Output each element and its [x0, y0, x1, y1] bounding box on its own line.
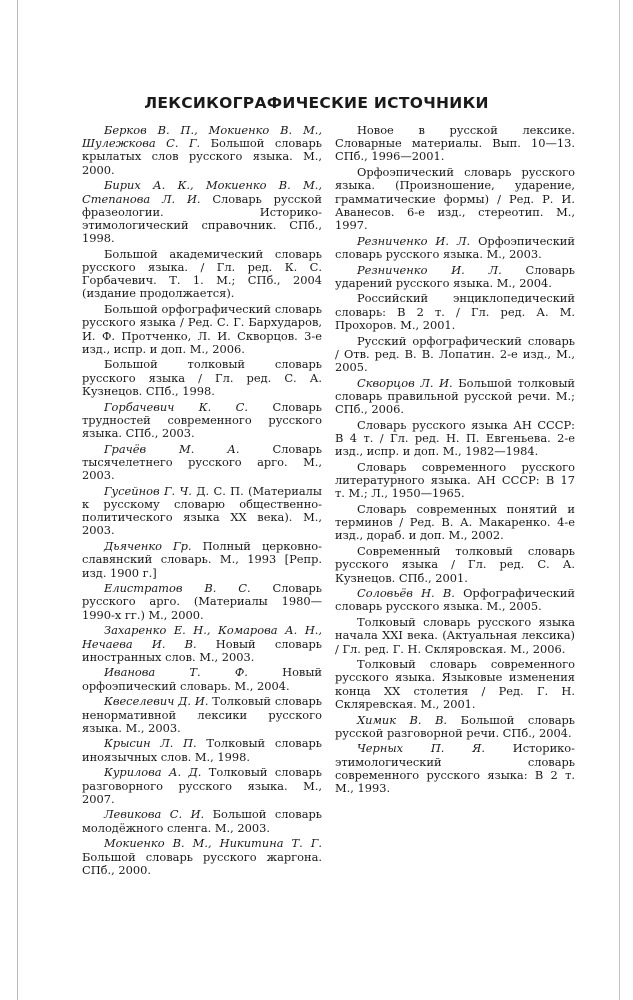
bibliography-entry — [82, 248, 322, 301]
bibliography-entry — [82, 808, 322, 834]
entry-text: Толковый словарь разговорного русского языка. М., 2007. — [82, 765, 323, 806]
entry-text: Словарь тысячелетнего русского арго. М., 2003. — [82, 441, 322, 483]
entry-text: Толковый словарь иноязычных слов. М., 1998. — [82, 736, 322, 764]
entry-author: Квеселевич Д. И. — [104, 694, 209, 709]
bibliography-entry — [82, 303, 322, 356]
entry-author: Бирих А. К., Мокиенко В. М., Степанова Л. И. — [82, 178, 322, 206]
entry-text: Словарь современного русского литературного языка. АН СССР: В 17 т. М.; Л., 1950—1965. — [335, 459, 575, 501]
entry-text: Новое в русской лексике. Словарные материалы. Вып. 10—13. СПб., 1996—2001. — [335, 123, 575, 164]
entry-text: Большой словарь русской разговорной речи. СПб., 2004. — [335, 712, 575, 740]
entry-text: Словарь ударений русского языка. М., 2004. — [335, 262, 575, 290]
entry-text: Русский орфографический словарь / Отв. ред. В. В. Лопатин. 2-е изд., М., 2005. — [335, 333, 575, 374]
bibliography-entry — [82, 540, 322, 580]
entry-text: Большой толковый словарь правильной русской речи. М.; СПб., 2006. — [335, 375, 576, 417]
page-edge-right — [619, 0, 620, 1000]
entry-author: Скворцов Л. И. — [357, 375, 453, 390]
entry-author: Гусейнов Г. Ч. — [104, 483, 192, 498]
bibliography-entry — [82, 443, 322, 483]
entry-text: Толковый словарь ненормативной лексики русского языка. М., 2003. — [82, 694, 322, 735]
entry-author: Соловьёв Н. В. — [357, 586, 455, 601]
entry-text: Словарь русского арго. (Материалы 1980—1990-х гг.) М., 2000. — [82, 581, 322, 622]
entry-author: Елистратов В. С. — [104, 581, 251, 596]
entry-author: Захаренко Е. Н., Комарова А. Н., Нечаева И. В. — [82, 623, 322, 651]
entry-author: Крысин Л. П. — [104, 736, 197, 751]
bibliography-entry — [335, 545, 575, 585]
entry-text: Словарь русской фразеологии. Историко-этимологический справочник. СПб., 1998. — [82, 191, 322, 246]
entry-text: Толковый словарь современного русского языка. Языковые изменения конца XX столетия / Ред. Г. Н. Скляревская. М., 2001. — [335, 657, 575, 711]
bibliography-entry — [335, 714, 575, 740]
bibliography-entry — [335, 587, 575, 613]
bibliography-entry — [335, 377, 575, 417]
entry-text: Полный церковно-славянский словарь. М., 1993 [Репр. изд. 1900 г.] — [82, 539, 322, 580]
entry-author: Резниченко И. Л. — [357, 262, 502, 277]
entry-text: Новый орфоэпический словарь. М., 2004. — [82, 665, 323, 693]
entry-text: Орфографический словарь русского языка. М., 2005. — [335, 586, 575, 614]
bibliography-entry — [335, 461, 575, 501]
entry-text: Большой академический словарь русского языка. / Гл. ред. К. С. Горбачевич. Т. 1. М.; СПб., 2004 (издание продолжается). — [82, 246, 322, 301]
bibliography-entry — [335, 742, 575, 795]
bibliography-entry — [335, 264, 575, 290]
bibliography-entry — [82, 358, 322, 398]
entry-text: Орфоэпический словарь русского языка. (Произношение, ударение, грамматические формы) / Ред. Р. И. Аванесов. 6-е изд., стереотип. М., 1997. — [335, 165, 575, 232]
entry-author: Черных П. Я. — [357, 741, 486, 756]
entry-text: Российский энциклопедический словарь: В 2 т. / Гл. ред. А. М. Прохоров. М., 2001. — [335, 291, 575, 332]
entry-text: Толковый словарь русского языка начала XXI века. (Актуальная лексика) / Гл. ред. Г. Н. Скляровская. М., 2006. — [335, 615, 575, 656]
entry-text: Современный толковый словарь русского языка / Гл. ред. С. А. Кузнецов. СПб., 2001. — [335, 544, 575, 585]
entry-author: Берков В. П., Мокиенко В. М., Шулежкова С. Г. — [82, 123, 322, 151]
entry-text: Д. С. П. (Материалы к русскому словарю общественно-политического языка XX века). М., 2003. — [82, 483, 322, 538]
entry-author: Левикова С. И. — [104, 807, 205, 822]
bibliography-entry — [82, 624, 322, 664]
entry-text: Словарь современных понятий и терминов / Ред. В. А. Макаренко. 4-е изд., дораб. и доп. М., 2002. — [335, 501, 575, 543]
entry-author: Курилова А. Д. — [104, 765, 202, 780]
bibliography-column-left — [82, 124, 322, 879]
bibliography-entry — [82, 582, 322, 622]
bibliography-entry — [335, 235, 575, 261]
bibliography-entry — [82, 179, 322, 245]
bibliography-column-right — [335, 124, 575, 798]
page-title: ЛЕКСИКОГРАФИЧЕСКИЕ ИСТОЧНИКИ — [144, 94, 489, 113]
bibliography-entry — [335, 124, 575, 164]
bibliography-entry — [82, 666, 322, 692]
bibliography-entry — [82, 485, 322, 538]
bibliography-entry — [82, 837, 322, 877]
bibliography-entry — [82, 401, 322, 441]
entry-author: Грачёв М. А. — [104, 441, 240, 456]
bibliography-entry — [82, 695, 322, 735]
bibliography-entry — [335, 419, 575, 459]
bibliography-entry — [335, 503, 575, 543]
entry-text: Историко-этимологический словарь современного русского языка: В 2 т. М., 1993. — [335, 741, 575, 796]
bibliography-entry — [335, 292, 575, 332]
entry-text: Большой орфографический словарь русского языка / Ред. С. Г. Бархударов, И. Ф. Протченко, Л. И. Скворцов. 3-е изд., испр. и доп. М., 2006. — [82, 302, 322, 356]
entry-text: Словарь русского языка АН СССР: В 4 т. / Гл. ред. Н. П. Евгеньева. 2-е изд., испр. и доп. М., 1982—1984. — [335, 417, 575, 459]
entry-author: Мокиенко В. М., Никитина Т. Г. — [104, 836, 322, 851]
entry-text: Новый словарь иностранных слов. М., 2003. — [82, 636, 322, 664]
entry-text: Большой словарь русского жаргона. СПб., 2000. — [82, 849, 322, 877]
entry-author: Резниченко И. Л. — [357, 233, 471, 248]
bibliography-entry — [335, 335, 575, 375]
entry-text: Словарь трудностей современного русского языка. СПб., 2003. — [82, 399, 322, 440]
entry-text: Большой толковый словарь русского языка / Гл. ред. С. А. Кузнецов. СПб., 1998. — [82, 357, 322, 398]
bibliography-entry — [82, 124, 322, 177]
entry-text: Большой словарь молодёжного сленга. М., 2003. — [82, 807, 322, 835]
bibliography-entry — [82, 766, 322, 806]
page-edge-left — [17, 0, 18, 1000]
entry-author: Иванова Т. Ф. — [104, 665, 248, 680]
bibliography-entry — [82, 737, 322, 763]
entry-author: Горбачевич К. С. — [104, 399, 249, 414]
entry-author: Дьяченко Гр. — [104, 539, 192, 554]
entry-text: Большой словарь крылатых слов русского языка. М., 2000. — [82, 136, 322, 177]
bibliography-entry — [335, 616, 575, 656]
entry-author: Химик В. В. — [357, 712, 448, 727]
entry-text: Орфоэпический словарь русского языка. М., 2003. — [335, 233, 575, 261]
bibliography-entry — [335, 166, 575, 232]
bibliography-entry — [335, 658, 575, 711]
